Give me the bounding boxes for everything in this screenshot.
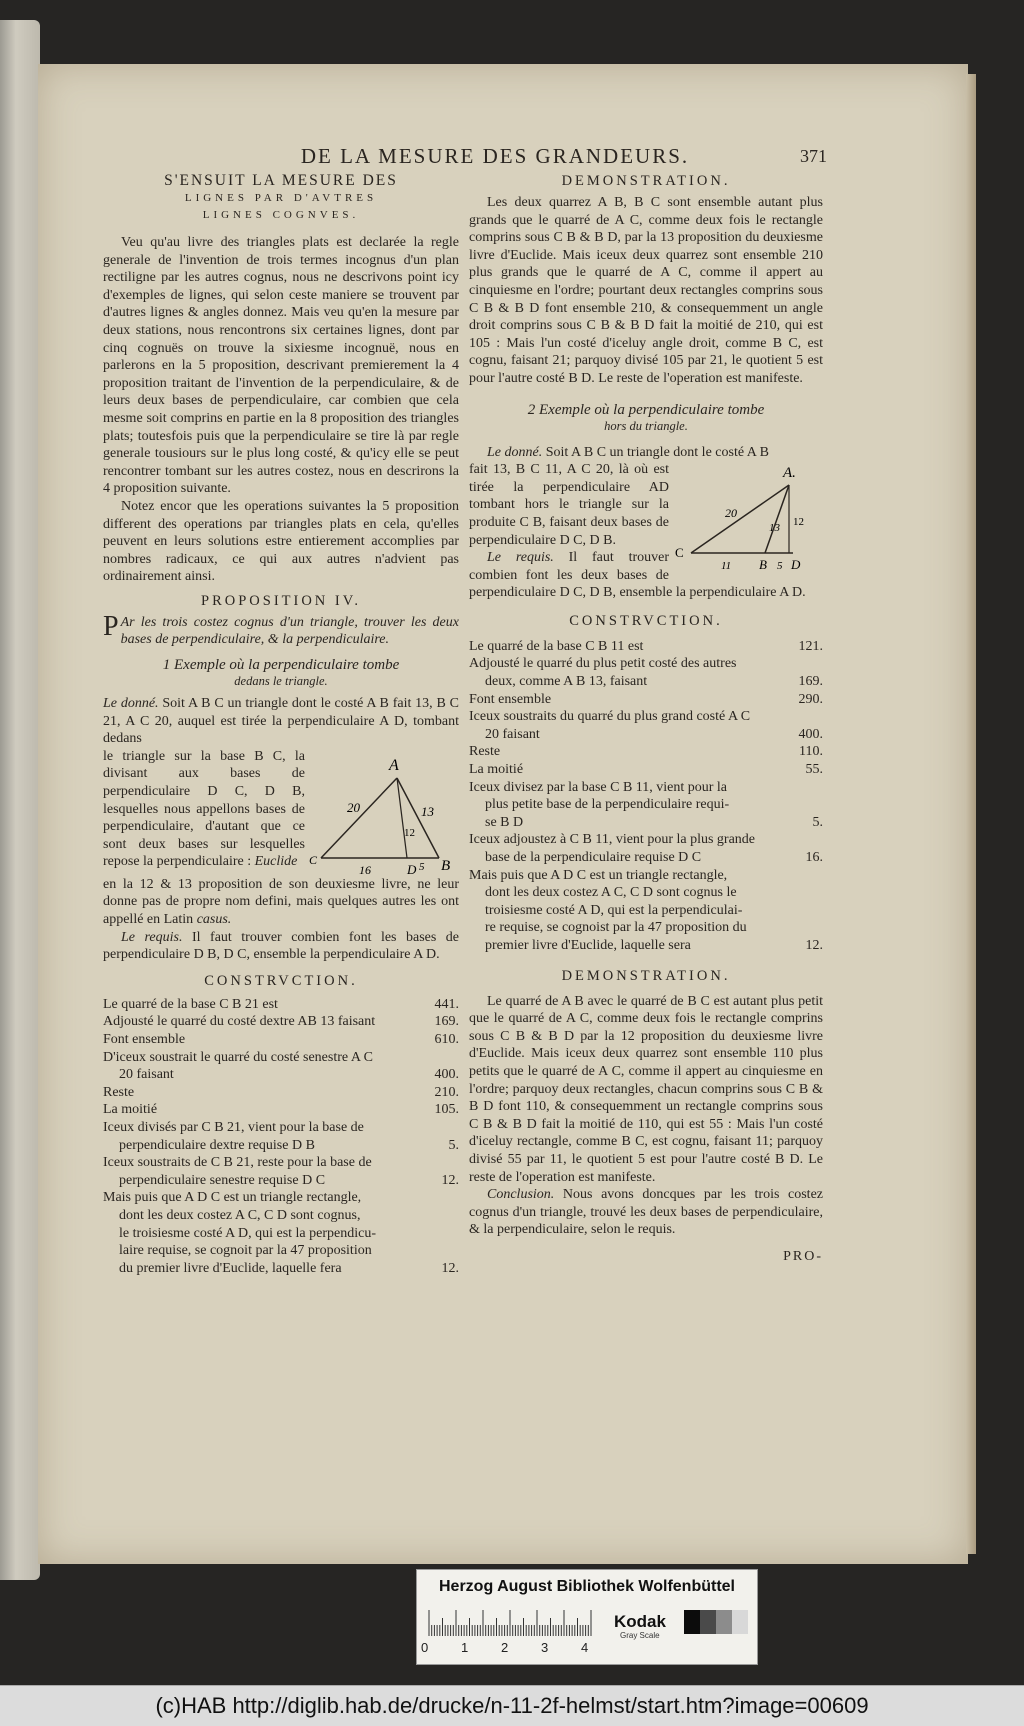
construction-step-value: 290. (798, 691, 823, 707)
proposition-heading: PROPOSITION IV. (201, 592, 361, 609)
construction-row (469, 814, 823, 832)
construction-step-text: Font ensemble (103, 1032, 186, 1047)
conclusion-paragraph (469, 1186, 823, 1239)
enunciation-text: Ar les trois costez cognus d'un triangle, trouver les deux bases de perpendiculaire, & la perpendiculaire. (120, 614, 459, 648)
section-title-line-2: LIGNES PAR D'AVTRES (184, 192, 378, 204)
proposition-enunciation (103, 610, 459, 649)
construction-row (103, 1242, 459, 1260)
given-2-figure-text: fait 13, B C 11, A C 20, là où est tirée la perpendiculaire AD tombant hors le triangle sur la produite C B, faisant deux bases de perpendiculaire D C, D B. (469, 462, 669, 548)
construction-step-text: Mais puis que A D C est un triangle rectangle, (103, 1190, 362, 1206)
construction-row (469, 708, 823, 726)
construction-row (469, 849, 823, 867)
construction-step-value: 400. (434, 1067, 459, 1083)
construction-step-text: premier livre d'Euclide, laquelle sera (485, 937, 691, 953)
gray-swatch (732, 1610, 748, 1634)
construction-step-text: deux, comme A B 13, faisant (485, 674, 648, 690)
construction-row (103, 1154, 459, 1172)
euclide-ref: Euclide (254, 854, 298, 870)
side-ab (765, 485, 789, 553)
gray-swatch (700, 1610, 716, 1634)
construction-step-text: laire requise, se cognoit par la 47 proposition (119, 1243, 372, 1259)
construction-step-value: 210. (434, 1084, 459, 1100)
running-title: DE LA MESURE DES GRANDEURS. (300, 144, 690, 168)
ruler-number: 0 (421, 1640, 429, 1655)
construction-row (469, 638, 823, 656)
given-label: Le donné. (103, 696, 159, 712)
example-2-title: 2 Exemple où la perpendiculaire tombe (527, 401, 765, 418)
kodak-logo: Kodak (614, 1612, 666, 1631)
construction-step-value (783, 884, 823, 902)
construction-step-text: Iceux soustraits du quarré du plus grand costé A C (469, 709, 751, 725)
vertex-c: C (675, 545, 684, 561)
construction-row (469, 937, 823, 955)
institution-name: Herzog August Bibliothek Wolfenbüttel (439, 1578, 735, 1595)
label-bd: 5 (777, 560, 783, 573)
label-ac: 20 (725, 506, 737, 521)
construction-row (469, 743, 823, 761)
drop-capital: P (103, 610, 119, 642)
given-figure-text-body: le triangle sur la base B C, la divisant aux bases de perpendiculaire D C, D B, lesquelles nous appellons bases de perpendiculaire, d'autant que ce sont deux bases sur lesquelles repose la perpendiculaire : (103, 748, 305, 870)
construction-row (469, 726, 823, 744)
construction-step-value (783, 867, 823, 885)
construction-step-value: 105. (434, 1102, 459, 1118)
ruler-number: 2 (501, 1640, 509, 1655)
construction-row (469, 831, 823, 849)
construction-step-value (419, 1189, 459, 1207)
side-ac (691, 485, 789, 553)
construction-table-2 (469, 638, 823, 955)
construction-row (469, 796, 823, 814)
construction-row (103, 1119, 459, 1137)
given-label-2: Le donné. (487, 444, 543, 460)
construction-step-value: 16. (805, 850, 823, 865)
vertex-c: C (309, 852, 318, 867)
gray-scale-swatches (684, 1610, 748, 1634)
construction-step-text: Adjousté le quarré du plus petit costé des autres (469, 656, 737, 672)
construction-step-value: 110. (799, 744, 823, 760)
required-text: Il faut trouver combien font les bases de perpendiculaire D B, D C, ensemble la perpendiculaire A D. (103, 929, 460, 963)
construction-step-text: base de la perpendiculaire requise D C (485, 850, 702, 865)
left-column (103, 172, 459, 1277)
construction-step-value: 610. (434, 1032, 459, 1047)
construction-row (103, 996, 459, 1014)
catchword: PRO- (783, 1248, 823, 1264)
demonstration-heading-1: DEMONSTRATION. (561, 173, 731, 189)
label-ab: 13 (769, 522, 780, 535)
demonstration-1-text: Les deux quarrez A B, B C sont ensemble autant plus grands que le quarré de A C, comme deux fois le rectangle comprins sous C B & B D, par la 13 proposition du deuxiesme livre d'Euclide. Mais iceux deux quarrez sont ensemble 210 plus grands que le quarré de A C, comme il appert au cinquiesme en l'ordre; pourtant deux rectangles comprins sous C B & B D font ensemble 210, & consequemment un angle droit comprins sous C B & B D fait la moitié de 210, qui est 105 : Mais l'un costé d'iceluy angle droit, comme B C, est cognu, faisant 21; parquoy divisé 105 par 21, le quotient 5 est pour l'autre costé B D. Le reste de l'operation est manifeste. (469, 195, 823, 386)
construction-step-text: du premier livre d'Euclide, laquelle fera (119, 1260, 342, 1276)
construction-step-text: D'iceux soustrait le quarré du costé senestre A C (103, 1049, 374, 1065)
construction-row (469, 691, 823, 709)
construction-row (103, 1172, 459, 1190)
construction-step-text: 20 faisant (119, 1067, 174, 1083)
given-continued-text: en la 12 & 13 proposition de son deuxiesme livre, ne leur donne pas de propre nom defini, mais quelques autres les ont appellé en Latin (103, 876, 459, 928)
construction-step-value (419, 1119, 459, 1137)
construction-step-text: Iceux adjoustez à C B 11, vient pour la plus grande (469, 832, 756, 848)
construction-step-value: 5. (448, 1137, 459, 1153)
construction-row (103, 1066, 459, 1084)
label-ad: 12 (793, 516, 804, 529)
given-continued (103, 876, 459, 929)
construction-row (103, 1189, 459, 1207)
construction-step-value: 12. (441, 1260, 459, 1276)
ruler-number: 4 (581, 1640, 589, 1655)
vertex-d: D (791, 557, 801, 573)
ruler-number: 1 (461, 1640, 469, 1655)
label-cd: 16 (359, 862, 371, 876)
construction-step-text: 20 faisant (485, 726, 540, 742)
vertex-a: A. (783, 465, 796, 482)
construction-row (103, 1013, 459, 1031)
right-column (469, 172, 823, 1265)
section-title-line-1: S'ENSUIT LA MESURE DES (164, 172, 398, 189)
triangle-figure-1 (309, 748, 459, 876)
ruler-number: 3 (541, 1640, 549, 1655)
conclusion-label: Conclusion. (487, 1187, 555, 1203)
construction-row (103, 1101, 459, 1119)
construction-step-text: le troisiesme costé A D, qui est la perpendicu- (119, 1225, 376, 1241)
required-label: Le requis. (121, 929, 183, 945)
construction-step-value (783, 708, 823, 726)
intro-paragraph: Veu qu'au livre des triangles plats est declarée la regle generale de l'invention de trois termes incognus d'un plan rectiligne par les autres cognus, nous ne descrivons point icy d'exemples de lignes, qui selon ceste maniere se trouvent par d'autres lignes & angles donnez. Mais veu qu'en la mesure par deux stations, nous rencontrons six certaines lignes, dont par cinq cognuës on trouve la sixiesme incognuë, nous en parlerons en la 5 proposition, descrivant premierement la 4 proposition traitant de l'invention de la perpendiculaire, & de leurs deux bases de perpendiculaire, car combien que cela mesme soit comprins en partie en la 8 proposition des triangles plats; toutesfois puis que la perpendiculaire se tire là par regle generale tousiours sur le plus long costé, & qu'icy elle se peut rencontrer tombant sur les autres costez, nous en descrirons la 4 proposition suivante. (103, 235, 459, 497)
required-label-2: Le requis. (487, 550, 554, 566)
construction-step-text: Mais puis que A D C est un triangle rectangle, (469, 867, 728, 883)
construction-row (469, 919, 823, 937)
label-ad: 12 (404, 826, 415, 839)
construction-heading: CONSTRVCTION. (204, 972, 358, 989)
construction-step-text: re requise, se cognoist par la 47 proposition du (485, 920, 747, 936)
construction-step-value (783, 831, 823, 849)
construction-row (103, 1084, 459, 1102)
page-number: 371 (800, 146, 827, 166)
example-2-subtitle: hors du triangle. (604, 418, 688, 433)
construction-step-text: Iceux soustraits de C B 21, reste pour la base de (103, 1155, 372, 1171)
construction-row (103, 1260, 459, 1278)
construction-step-value (783, 796, 823, 814)
construction-step-value: 169. (798, 674, 823, 690)
label-ac: 20 (347, 799, 360, 815)
construction-table-1 (103, 996, 459, 1278)
construction-row (103, 1225, 459, 1243)
construction-step-text: se B D (485, 814, 524, 830)
gray-scale-label: Gray Scale (620, 1631, 660, 1640)
construction-row (469, 902, 823, 920)
construction-step-value (419, 1242, 459, 1260)
construction-step-value: 55. (805, 762, 823, 778)
label-db: 5 (419, 860, 425, 873)
example-1-required (103, 929, 459, 964)
construction-step-text: Reste (469, 744, 501, 760)
figure-2-block (469, 461, 823, 602)
construction-step-value (783, 902, 823, 920)
demonstration-2-text: Le quarré de A B avec le quarré de B C est autant plus petit que le quarré de A C, comme deux fois le rectangle comprins sous C B & B D par la 12 proposition du deuxiesme livre d'Euclide. Mais iceux deux quarrez sont ensemble 110 plus petits que le quarré de A C, comme il appert au cinquiesme en l'ordre; parquoy deux rectangles, chacun comprins sous C B & B D font 110, & consequemment un rectangle comprins sous C B & B D fait la moitié de 110, qui est 55 : Mais l'un costé d'iceluy rectangle, comme B C, est cognu, faisant 11; parquoy divisé 55 par 11, le quotient 5 est pour l'autre costé B D. Le reste de l'operation est manifeste. (469, 993, 823, 1185)
construction-step-value: 12. (441, 1172, 459, 1188)
construction-row (469, 673, 823, 691)
construction-step-text: Le quarré de la base C B 11 est (469, 638, 644, 654)
construction-step-text: Iceux divisez par la base C B 11, vient pour la (469, 779, 728, 795)
construction-step-text: dont les deux costez A C, C D sont cognus le (485, 885, 737, 901)
construction-row (469, 655, 823, 673)
construction-step-value: 169. (434, 1014, 459, 1030)
construction-step-value (783, 655, 823, 673)
construction-step-value (419, 1225, 459, 1243)
construction-step-value: 400. (798, 726, 823, 742)
construction-row (469, 761, 823, 779)
gray-swatch (684, 1610, 700, 1634)
label-ab: 13 (421, 803, 434, 819)
construction-step-text: perpendiculaire senestre requise D C (119, 1172, 326, 1188)
construction-row (103, 1207, 459, 1225)
construction-row (103, 1137, 459, 1155)
gray-swatch (716, 1610, 732, 1634)
construction-row (103, 1049, 459, 1067)
figure-1-block (103, 748, 459, 876)
construction-row (103, 1031, 459, 1049)
construction-step-text: perpendiculaire dextre requise D B (119, 1137, 315, 1153)
triangle-figure-2 (673, 461, 823, 579)
construction-step-text: troisiesme costé A D, qui est la perpendiculai- (485, 902, 743, 918)
construction-step-text: Adjousté le quarré du costé dextre AB 13 faisant (103, 1014, 376, 1030)
perpendicular-ad (397, 778, 407, 858)
construction-step-text: dont les deux costez A C, C D sont cognus, (119, 1207, 361, 1223)
library-color-target (416, 1569, 758, 1665)
construction-step-value: 121. (798, 638, 823, 654)
construction-step-text: Font ensemble (469, 691, 552, 707)
ruler-scale (425, 1608, 615, 1638)
side-ac (321, 778, 397, 858)
source-url-line: (c)HAB http://diglib.hab.de/drucke/n-11-2f-helmst/start.htm?image=00609 (0, 1685, 1024, 1726)
example-1-title: 1 Exemple où la perpendiculaire tombe (162, 657, 400, 674)
given-text: Soit A B C un triangle dont le costé A B fait 13, B C 21, A C 20, auquel est tirée la perpendiculaire A D, tombant dedans (103, 696, 459, 747)
vertex-b: B (759, 557, 767, 573)
construction-step-value: 5. (812, 814, 823, 830)
example-1-given (103, 695, 459, 748)
construction-step-value (419, 1207, 459, 1225)
construction-step-value (419, 1049, 459, 1067)
construction-heading-2: CONSTRVCTION. (569, 612, 723, 629)
construction-step-text: La moitié (103, 1102, 158, 1118)
example-1-subtitle: dedans le triangle. (234, 674, 328, 689)
example-2-given (469, 444, 823, 462)
construction-step-text: plus petite base de la perpendiculaire requi- (485, 797, 730, 813)
construction-step-text: Le quarré de la base C B 21 est (103, 996, 278, 1012)
required-2-text: Il faut trouver combien font les deux bases de perpendiculaire D C, D B, ensemble la perpendiculaire A D. (469, 550, 806, 601)
construction-step-value: 441. (434, 996, 459, 1012)
vertex-b: B (441, 857, 451, 874)
label-cb: 11 (721, 560, 732, 573)
given-2-text: Soit A B C un triangle dont le costé A B (545, 444, 769, 460)
construction-step-value (783, 779, 823, 797)
construction-step-text: La moitié (469, 762, 524, 778)
vertex-a: A (389, 756, 399, 774)
conclusion-text: Nous avons doncques par les trois costez cognus d'un triangle, trouvé les deux bases de perpendiculaire, & la perpendiculaire, selon le requis. (469, 1187, 823, 1238)
construction-step-text: Iceux divisés par C B 21, vient pour la base de (103, 1119, 364, 1135)
construction-row (469, 884, 823, 902)
construction-row (469, 779, 823, 797)
construction-row (469, 867, 823, 885)
note-paragraph: Notez encor que les operations suivantes la 5 proposition different des operations par triangles plats en cela, qu'elles peuvent en leurs solutions estre entierement accomplies par nombres radicaux, ce qui aux autres n'advient pas ordinairement ainsi. (103, 498, 459, 585)
casus-term: casus. (196, 912, 232, 928)
section-title-line-3: LIGNES COGNVES. (202, 209, 360, 221)
demonstration-heading-2: DEMONSTRATION. (561, 967, 731, 984)
construction-step-value (419, 1154, 459, 1172)
facing-page-edge (0, 20, 40, 1580)
construction-step-text: Reste (103, 1084, 135, 1100)
construction-step-value (783, 919, 823, 937)
construction-step-value: 12. (805, 937, 823, 953)
page-fore-edge (966, 74, 976, 1554)
vertex-d: D (407, 861, 417, 876)
